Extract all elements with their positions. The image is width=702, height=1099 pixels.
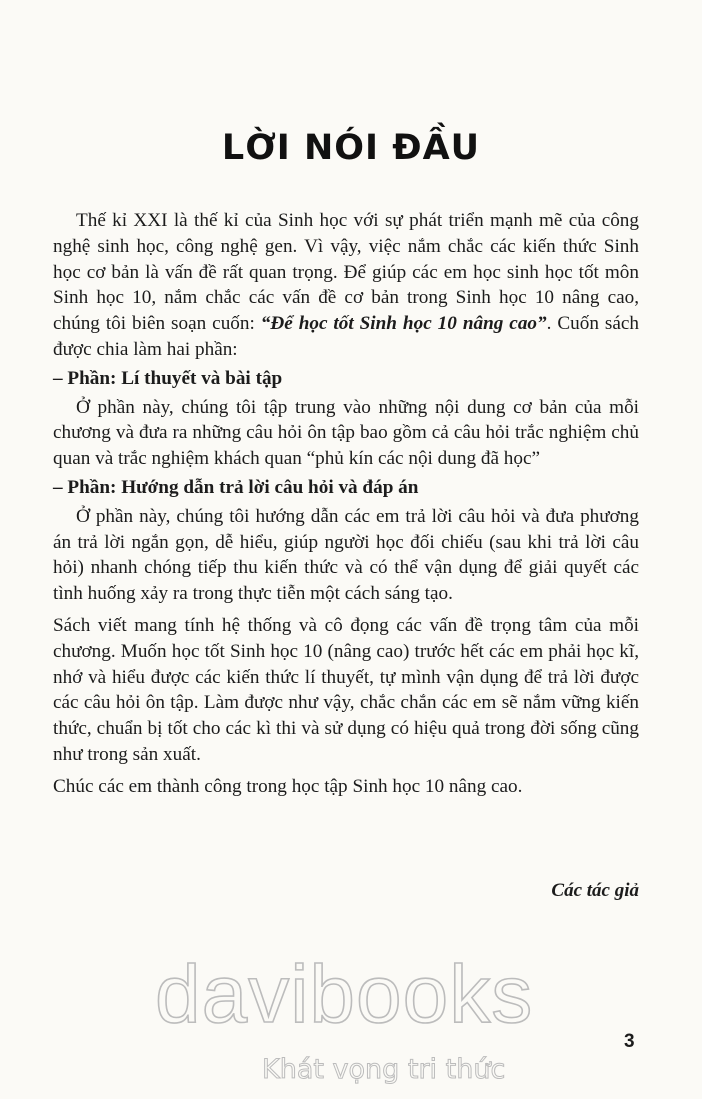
- page-title: LỜI NÓI ĐẦU: [221, 128, 481, 168]
- conclusion-paragraph: Sách viết mang tính hệ thống và cô đọng các vấn đề trọng tâm của mỗi chương. Muốn học tốt Sinh học 10 (nâng cao) trước hết các em phải học kĩ, nhớ và hiểu được các kiến thức lí thuyết, tự mình vận dụng để trả lời được các câu hỏi ôn tập. Làm được như vậy, chắc chắn các em sẽ nắm vững kiến thức, chuẩn bị tốt cho các kì thi và sử dụng có hiệu quả trong đời sống cũng như trong sản xuất.: [53, 614, 639, 765]
- intro-text: Thế kỉ XXI là thế kỉ của Sinh học với sự phát triển mạnh mẽ của công nghệ sinh học, công nghệ gen. Vì vậy, việc nắm chắc các kiến thức Sinh học cơ bản là vấn đề rất quan trọng. Để giúp các em học sinh học tốt môn Sinh học 10, nắm chắc các vấn đề cơ bản trong Sinh học 10 nâng cao, chúng tôi biên soạn cuốn:: [53, 210, 639, 335]
- signature: Các tác giả: [551, 880, 639, 901]
- part2-heading: – Phần: Hướng dẫn trả lời câu hỏi và đáp án: [53, 476, 419, 498]
- watermark-slogan: Khát vọng tri thức: [262, 1054, 506, 1085]
- wishes-paragraph: Chúc các em thành công trong học tập Sinh học 10 nâng cao.: [53, 775, 523, 797]
- part2-body: Ở phần này, chúng tôi hướng dẫn các em trả lời câu hỏi và đưa phương án trả lời ngắn gọn, dễ hiểu, giúp người học đối chiếu (sau khi trả lời câu hỏi) nhanh chóng tiếp thu kiến thức và có thể vận dụng để giải quyết các tình huống xảy ra trong thực tiễn một cách sáng tạo.: [53, 505, 639, 605]
- intro-text-end: . Cuốn sách được chia làm hai phần:: [53, 313, 639, 360]
- preface-body: [53, 208, 639, 803]
- intro-paragraph: [53, 208, 639, 363]
- part1-body: Ở phần này, chúng tôi tập trung vào những nội dung cơ bản của mỗi chương và đưa ra những câu hỏi ôn tập bao gồm cả câu hỏi trắc nghiệm chủ quan và trắc nghiệm khách quan “phủ kín các nội dung đã học”: [53, 396, 639, 470]
- part1-heading: – Phần: Lí thuyết và bài tập: [53, 367, 283, 389]
- book-title: “Để học tốt Sinh học 10 nâng cao”: [260, 313, 547, 335]
- watermark-brand: davibooks: [155, 949, 534, 1040]
- page-number: 3: [624, 1031, 635, 1052]
